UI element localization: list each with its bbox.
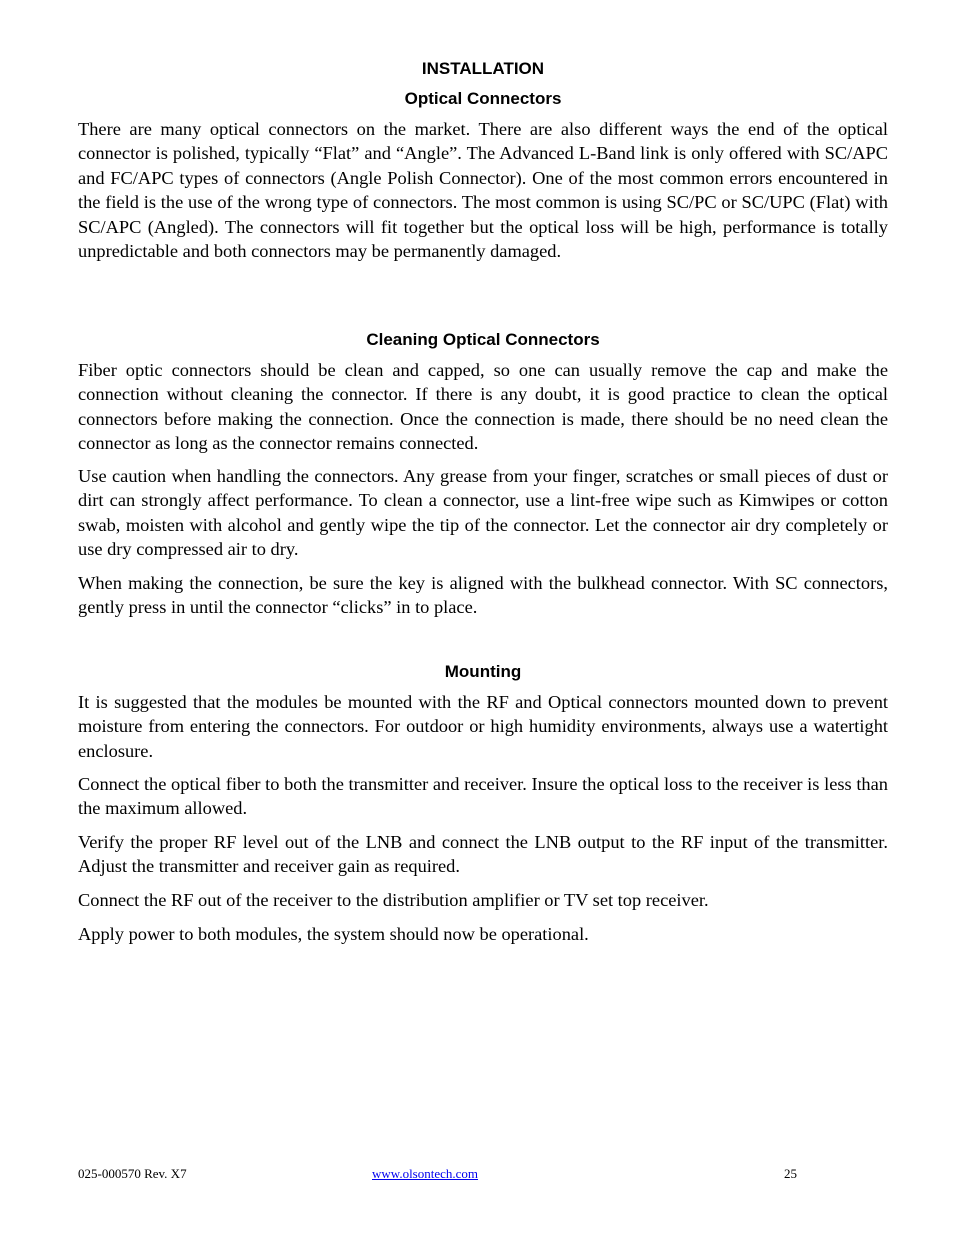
paragraph-mounting-3: Verify the proper RF level out of the LNB and connect the LNB output to the RF input of the transmitter. Adjust the transmitter and receiver gain as required. (78, 832, 888, 877)
paragraph-optical-connectors: There are many optical connectors on the market. There are also different ways the end of the optical connector is polished, typically “Flat” and “Angle”. The Advanced L-Band link is only offered with SC/APC and FC/APC types of connectors (Angle Polish Connector). One of the most common errors encountered in the field is the use of the wrong type of connectors. The most common is using SC/PC or SC/UPC (Flat) with SC/APC (Angled). The connectors will fit together but the optical loss will be high, performance is totally unpredictable and both connectors may be permanently damaged. (78, 119, 888, 262)
paragraph-cleaning-1: Fiber optic connectors should be clean and capped, so one can usually remove the cap and make the connection without cleaning the connector. If there is any doubt, it is good practice to clean the optical connectors before making the connection. Once the connection is made, there should be no need clean the connector as long as the connector remains connected. (78, 360, 888, 454)
section-title: INSTALLATION (421, 59, 545, 78)
paragraph-mounting-5: Apply power to both modules, the system should now be operational. (78, 924, 589, 944)
paragraph-mounting-2: Connect the optical fiber to both the transmitter and receiver. Insure the optical loss to the receiver is less than the maximum allowed. (78, 774, 888, 819)
heading-cleaning-optical-connectors: Cleaning Optical Connectors (366, 330, 600, 349)
footer-page-number: 25 (784, 1166, 797, 1181)
paragraph-mounting-1: It is suggested that the modules be mounted with the RF and Optical connectors mounted down to prevent moisture from entering the connectors. For outdoor or high humidity environments, always use a watertight enclosure. (78, 692, 888, 761)
heading-optical-connectors: Optical Connectors (404, 89, 562, 108)
footer-website-link[interactable]: www.olsontech.com (372, 1166, 479, 1181)
paragraph-cleaning-2: Use caution when handling the connectors. Any grease from your finger, scratches or small pieces of dust or dirt can strongly affect performance. To clean a connector, use a lint-free wipe such as Kimwipes or cotton swab, moisten with alcohol and gently wipe the tip of the connector. Let the connector air dry completely or use dry compressed air to dry. (78, 466, 888, 560)
footer-doc-number: 025-000570 Rev. X7 (78, 1166, 187, 1181)
paragraph-mounting-4: Connect the RF out of the receiver to the distribution amplifier or TV set top receiver. (78, 890, 709, 910)
heading-mounting: Mounting (444, 662, 522, 681)
paragraph-cleaning-3: When making the connection, be sure the key is aligned with the bulkhead connector. With SC connectors, gently press in until the connector “clicks” in to place. (78, 573, 888, 618)
